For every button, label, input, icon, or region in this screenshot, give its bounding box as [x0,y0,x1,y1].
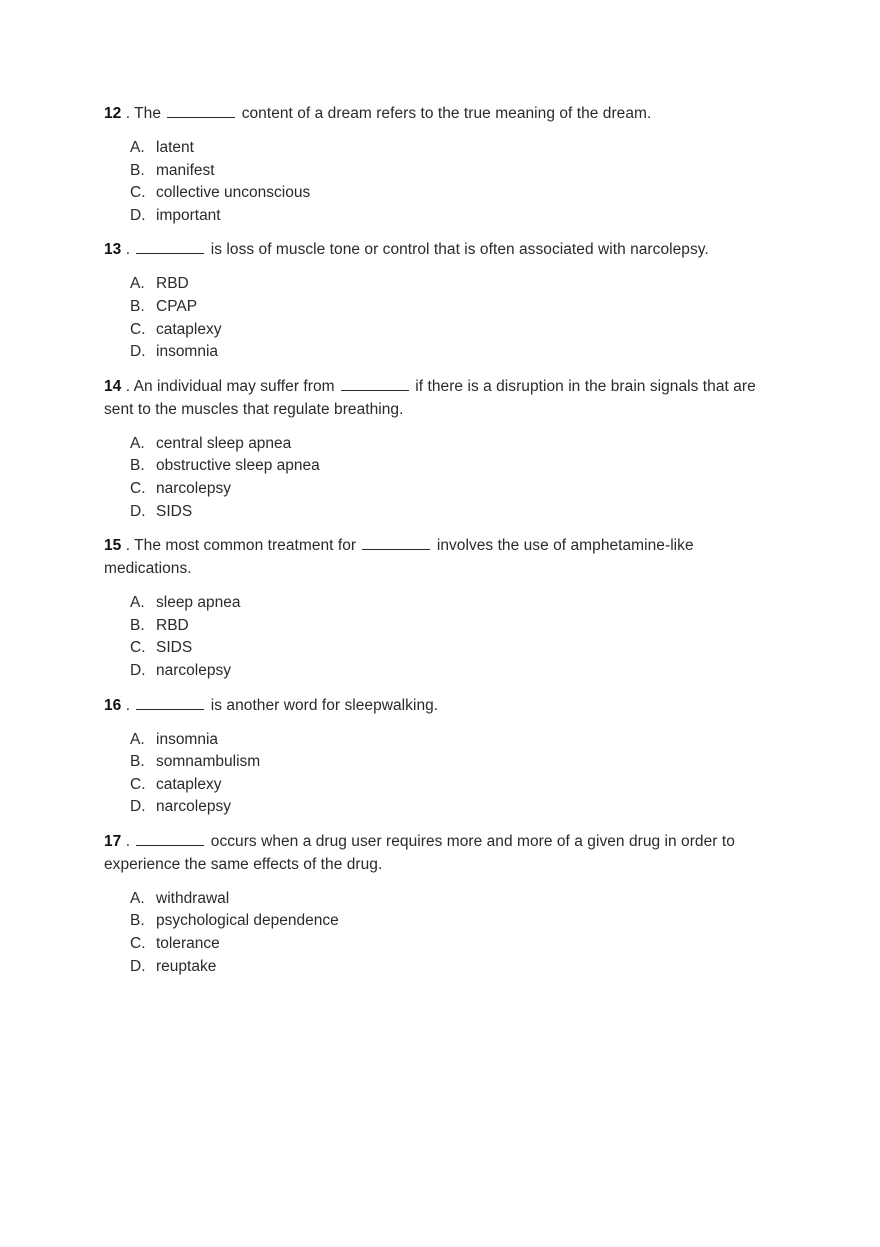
question-list [104,102,784,989]
answer-blank [362,535,430,550]
option-d: D. narcolepsy [130,661,231,679]
answer-blank [136,239,204,254]
option-list [104,729,784,819]
option-c: C. tolerance [130,935,220,953]
option-a: A. withdrawal [130,889,230,907]
option-list [104,888,784,978]
option-a: A. latent [130,139,194,156]
question-stem: 13 . is loss of muscle tone or control that is often associated with narcolepsy. [104,241,709,259]
option-c: C. cataplexy [130,775,222,793]
option-d: D. insomnia [130,343,219,361]
question-15 [104,534,784,682]
option-c: C. collective unconscious [130,184,311,202]
option-d: D. important [130,206,221,224]
question-17 [104,830,784,978]
question-stem: 16 . is another word for sleepwalking. [104,696,439,714]
answer-blank [136,695,204,710]
question-number: 15 [104,537,122,555]
option-b: B. RBD [130,616,189,634]
option-b: B. manifest [130,161,215,179]
answer-blank [167,103,235,118]
option-a: A. central sleep apnea [130,434,292,452]
option-list [104,592,784,682]
question-stem: 14 . An individual may suffer from if there is a disruption in the brain signals that are sent to the muscles that regulate breathing. [104,377,756,418]
question-number: 16 [104,696,122,714]
question-14 [104,375,784,523]
question-stem: 15 . The most common treatment for involves the use of amphetamine-like medications. [104,537,694,578]
option-list [104,273,784,363]
answer-blank [341,376,409,391]
option-a: A. RBD [130,275,189,293]
option-b: B. CPAP [130,297,198,315]
option-c: C. cataplexy [130,320,222,338]
option-b: B. psychological dependence [130,912,339,930]
question-stem: 17 . occurs when a drug user requires more and more of a given drug in order to experience the same effects of the drug. [104,832,735,873]
question-13 [104,238,784,363]
question-number: 13 [104,241,122,259]
option-c: C. SIDS [130,639,193,657]
option-a: A. insomnia [130,730,219,748]
question-number: 17 [104,832,122,850]
option-list [104,433,784,523]
option-list [104,137,784,227]
question-number: 14 [104,377,122,395]
question-16 [104,694,784,819]
option-d: D. SIDS [130,502,193,520]
answer-blank [136,831,204,846]
option-a: A. sleep apnea [130,594,241,612]
option-b: B. obstructive sleep apnea [130,457,320,475]
option-d: D. narcolepsy [130,798,231,816]
question-12 [104,102,784,227]
question-number: 12 [104,105,122,122]
option-d: D. reuptake [130,957,217,975]
option-b: B. somnambulism [130,753,261,771]
option-c: C. narcolepsy [130,479,231,497]
question-stem: 12 . The content of a dream refers to the true meaning of the dream. [104,105,652,122]
